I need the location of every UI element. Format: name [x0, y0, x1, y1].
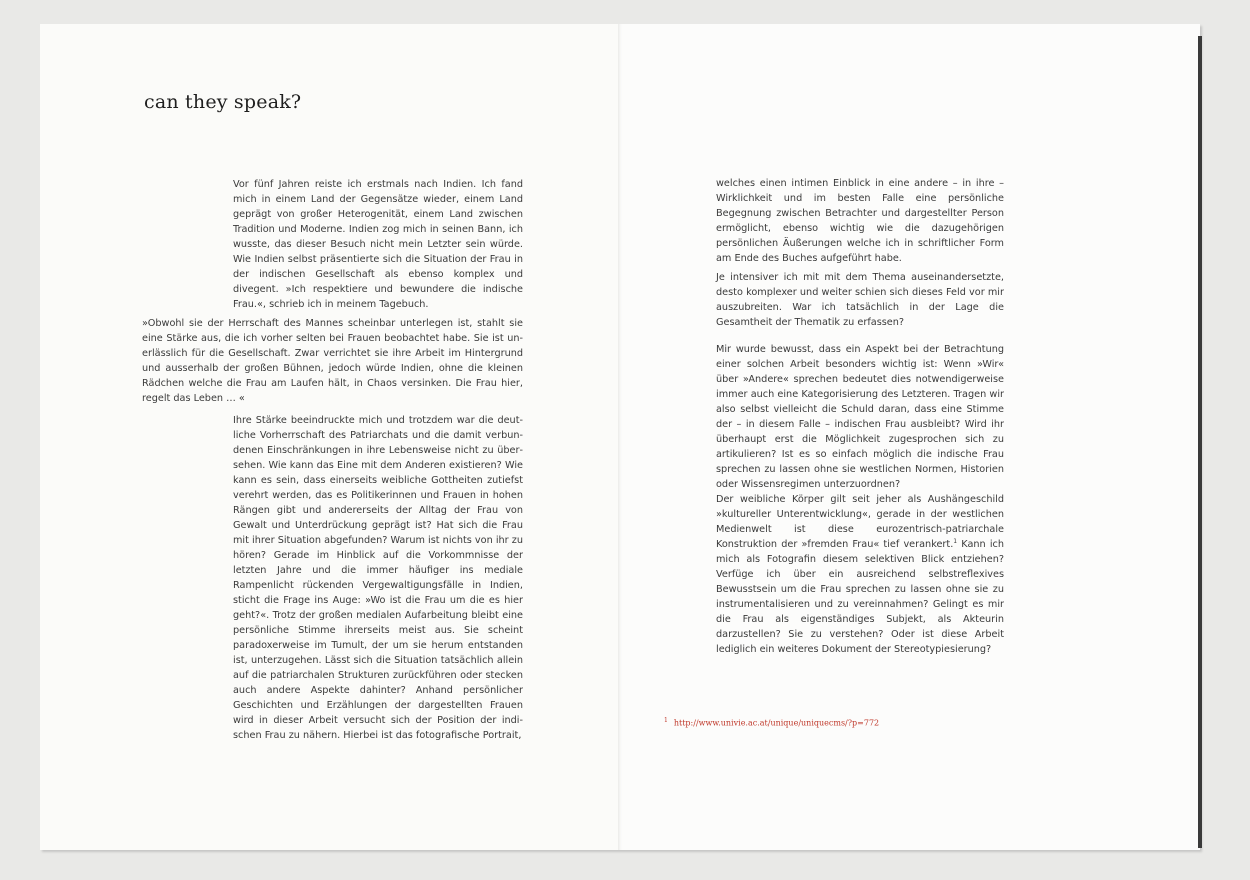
left-paragraph-1: Vor fünf Jahren reiste ich erstmals nach Indien. Ich fand mich in einem Land der Gegensätze wieder, einem Land geprägt von großer Heterogenität, einem Land zwischen Tradition und Moderne. Indien zog mich in seinen Bann, ich wusste, das dieser Besuch nicht mein Letzter sein würde. Wie Indien selbst präsentierte sich die Situation der Frau in der indischen Gesellschaft als ebenso komplex und divegent. »Ich respektiere und bewundere die indische Frau.«, schrieb ich in meinem Tagebuch. — [233, 179, 523, 310]
page-title: can they speak? — [144, 91, 302, 113]
footnote — [664, 717, 879, 728]
right-paragraph-3: Mir wurde bewusst, dass ein Aspekt bei der Betrachtung einer solchen Arbeit besonders wichtig ist: Wenn »Wir« über »Andere« sprechen bedeutet dies notwendigerweise immer auch eine Kategorisierung des Letzteren. Tragen wir also selbst vielleicht die Schuld daran, dass eine Stimme der – in diesem Falle – indischen Frau ausbleibt? Wird ihr überhaupt erst die Möglichkeit zugesprochen sich zu artikulieren? Ist es so einfach möglich die indische Frau sprechen zu lassen ohne sie westlichen Normen, Historien oder Wissensregimen unterzuordnen? — [716, 344, 1004, 490]
book-spread — [40, 24, 1200, 850]
left-page — [40, 24, 620, 850]
right-paragraph-2: Je intensiver ich mit mit dem Thema auseinandersetzte, desto komplexer und weiter schien sich dieses Feld vor mir auszubreiten. War ich tatsächlich in der Lage die Gesamtheit der Thematik zu erfassen? — [716, 272, 1004, 328]
left-paragraph-2: Ihre Stärke beeindruckte mich und trotzdem war die deutliche Vorherrschaft des Patriarchats und die damit verbundenen Einschränkungen in ihre Lebensweise nicht zu übersehen. Wie kann das Eine mit dem Anderen existieren? Wie kann es sein, dass einerseits weibliche Gottheiten zutiefst verehrt werden, das es Politikerinnen und Frauen in hohen Rängen gibt und andererseits der Alltag der Frau von Gewalt und Unterdrückung geprägt ist? Hat sich die Frau mit ihrer Situation abgefunden? Warum ist nichts von ihr zu hören? Gerade im Hinblick auf die Vorkommnisse der letzten Jahre und die immer häufiger ins mediale Rampenlicht rückenden Vergewaltigungsfälle in Indien, sticht die Frage ins Auge: »Wo ist die Frau um die es hier geht?«. Trotz der großen medialen Aufarbeitung bleibt eine persönliche Stimme ihrerseits meist aus. Sie scheint paradoxerweise im Tumult, der um sie herum entstanden ist, unterzugehen. Lässt sich die Situation tatsächlich allein auf die patriarchalen Strukturen zurückführen oder stecken auch andere Aspekte dahinter? Anhand persönlicher Geschichten und Erzählungen der dargestellten Frauen wird in dieser Arbeit versucht sich der Position der indischen Frau zu nähern. Hierbei ist das fotografische Portrait, — [233, 415, 523, 741]
book-gutter — [618, 24, 623, 850]
paragraph-4-text-before: Der weibliche Körper gilt seit jeher als Aushängeschild »kultureller Unterentwicklung«, gerade in der westlichen Medienwelt ist diese eurozentrisch-patriarchale Konstruktion der »fremden Frau« tief verankert. — [716, 494, 1004, 550]
footnote-number: 1 — [664, 717, 668, 724]
diary-quote: »Obwohl sie der Herrschaft des Mannes scheinbar unterlegen ist, stahlt sie eine Stärke aus, die ich vorher selten bei Frauen beobachtet habe. Sie ist unerlässlich für die Gesellschaft. Zwar verrichtet sie ihre Arbeit im Hintergrund und ausserhalb der großen Bühnen, jedoch würde Indien, ohne die kleinen Rädchen welche die Frau am Laufen hält, in Chaos versinken. Die Frau hier, regelt das Leben … « — [142, 318, 523, 404]
footnote-marker: 1 — [953, 537, 958, 545]
page-edge-shadow — [1198, 36, 1202, 848]
right-paragraph-1: welches einen intimen Einblick in eine andere – in ihre – Wirklichkeit und im besten Falle eine persönliche Begegnung zwischen Betrachter und dargestellter Person ermöglicht, ebenso wichtig wie die dazugehörigen persönlichen Äußerungen welche ich in schriftlicher Form am Ende des Buches aufgeführt habe. — [716, 178, 1004, 264]
paragraph-4-text-after: Kann ich mich als Fotografin diesem selektiven Blick entziehen? Verfüge ich über ein ausreichend selbstreflexives Bewusstsein um die Frau sprechen zu lassen ohne sie zu instrumentalisieren und zu vereinnahmen? Gelingt es mir die Frau als eigenständiges Subjekt, als Akteurin darzustellen? Sie zu verstehen? Oder ist diese Arbeit lediglich ein weiteres Dokument der Stereotypiesierung? — [716, 539, 1004, 655]
footnote-url[interactable]: http://www.univie.ac.at/unique/uniquecms/?p=772 — [673, 718, 880, 728]
right-page — [620, 24, 1200, 850]
right-paragraph-4 — [716, 492, 1004, 657]
